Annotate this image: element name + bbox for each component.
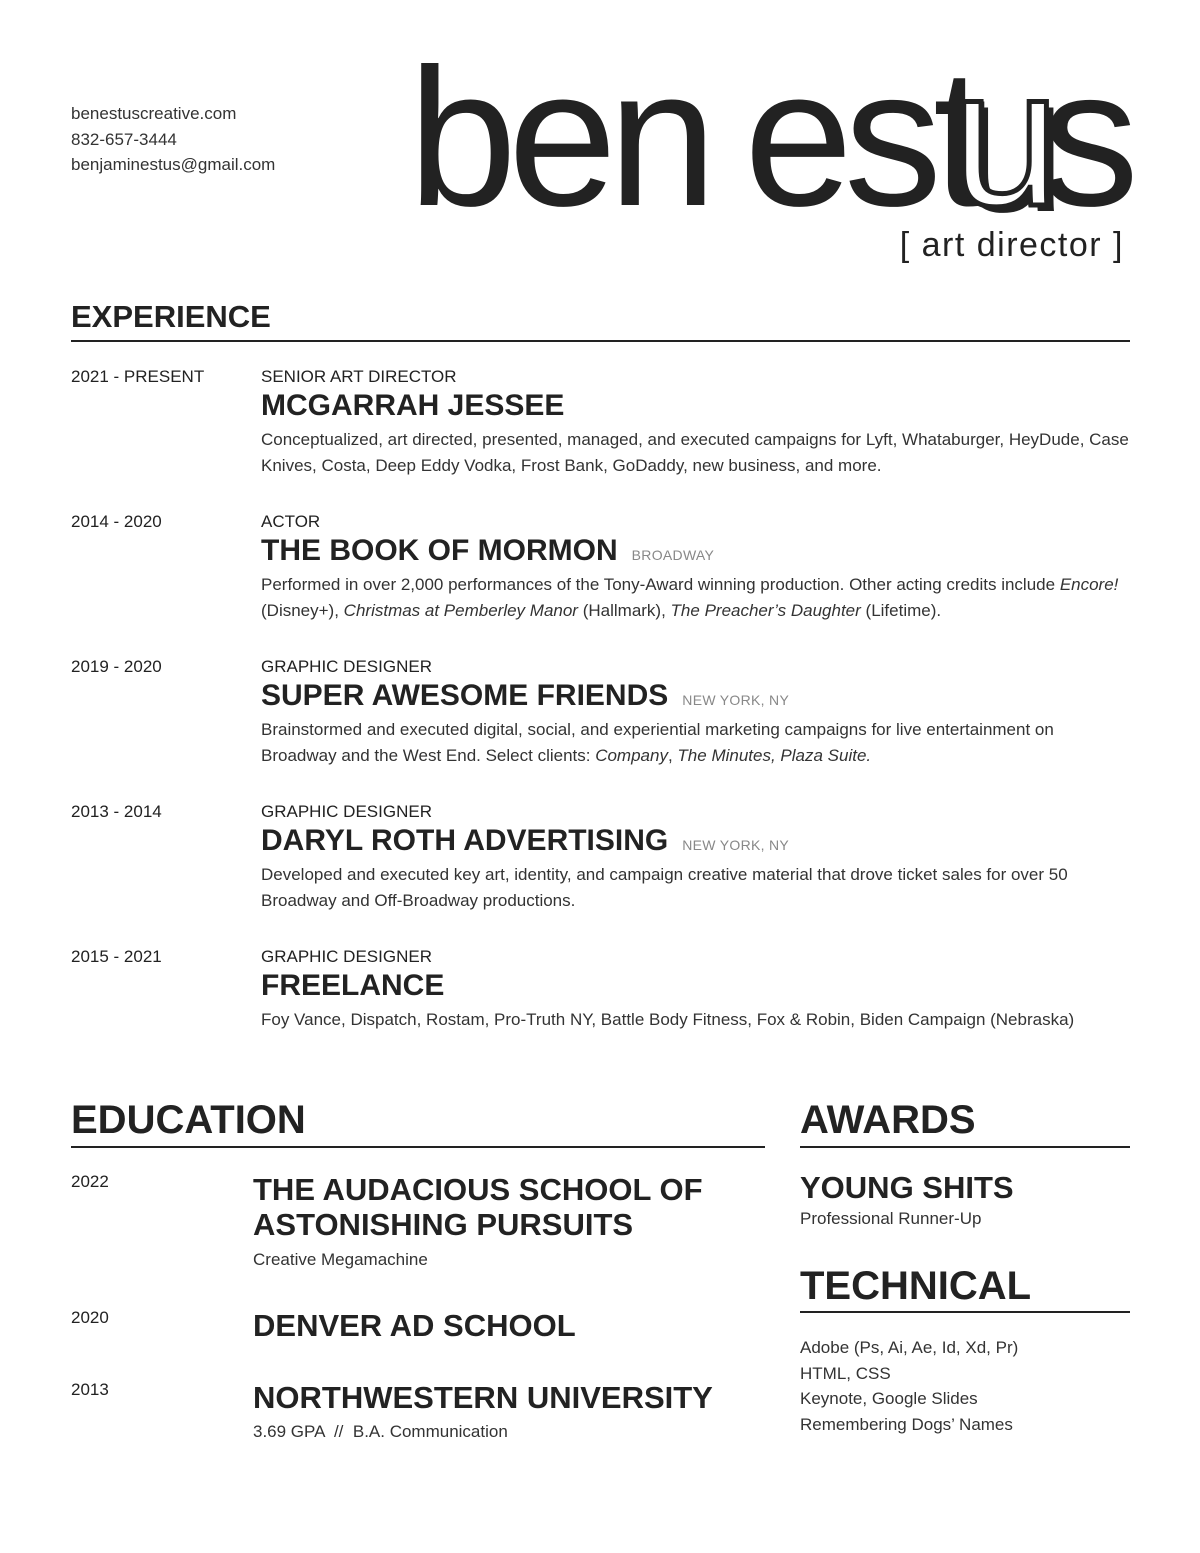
job-location: NEW YORK, NY: [682, 837, 790, 853]
contact-info: [71, 101, 275, 178]
desc-italic: Company: [595, 745, 668, 765]
technical-skills-list: [800, 1335, 1018, 1437]
website-link[interactable]: benestuscreative.com: [71, 104, 237, 123]
job-role: GRAPHIC DESIGNER: [261, 802, 432, 821]
job-location: BROADWAY: [631, 547, 715, 563]
job-description: Conceptualized, art directed, presented, managed, and executed campaigns for Lyft, Whataburger, HeyDude, Case Knives, Costa, Deep Eddy Vodka, Frost Bank, GoDaddy, new business, and more.: [261, 430, 1129, 475]
job-company: [261, 679, 789, 713]
award-note: Professional Runner-Up: [800, 1209, 982, 1228]
technical-heading: TECHNICAL: [800, 1264, 1032, 1308]
desc-text: Performed in over 2,000 performances of the Tony-Award winning production. Other acting credits include: [261, 575, 1060, 594]
desc-text: ,: [667, 745, 678, 765]
phone-number[interactable]: 832-657-3444: [71, 129, 177, 149]
desc-italic: Christmas at Pemberley Manor: [343, 600, 578, 620]
skill-item: Keynote, Google Slides: [800, 1389, 978, 1408]
skill-item: HTML, CSS: [800, 1363, 891, 1383]
job-years: 2021 - PRESENT: [71, 367, 205, 386]
job-years: 2014 - 2020: [71, 512, 162, 531]
job-years: 2013 - 2014: [71, 802, 162, 821]
job-role: GRAPHIC DESIGNER: [261, 657, 432, 676]
job-description: Developed and executed key art, identity, and campaign creative material that drove ticket sales for over 50 Broadway and Off-Broadway productions.: [261, 865, 1068, 910]
desc-italic: The Minutes, Plaza Suite.: [677, 745, 872, 765]
experience-divider: [71, 340, 1130, 342]
job-description: Foy Vance, Dispatch, Rostam, Pro-Truth NY, Battle Body Fitness, Fox & Robin, Biden Campaign (Nebraska): [261, 1010, 1075, 1029]
education-year: 2020: [71, 1308, 109, 1327]
job-company: [261, 389, 564, 423]
email-link[interactable]: benjaminestus@gmail.com: [71, 155, 276, 174]
logo-word-est: est: [744, 28, 979, 247]
school-name: THE AUDACIOUS SCHOOL OF ASTONISHING PURSUITS: [253, 1172, 703, 1242]
logo-word-ben: ben: [408, 28, 709, 247]
job-role: GRAPHIC DESIGNER: [261, 947, 432, 966]
job-company: [261, 534, 714, 568]
award-name: YOUNG SHITS: [800, 1170, 1014, 1205]
company-name: DARYL ROTH ADVERTISING: [261, 824, 669, 857]
job-role: ACTOR: [261, 512, 321, 531]
education-year: 2013: [71, 1380, 109, 1399]
company-name: THE BOOK OF MORMON: [261, 534, 618, 567]
job-description: [261, 572, 1131, 623]
job-years: 2019 - 2020: [71, 657, 162, 676]
job-title-subtitle: [ art director ]: [899, 226, 1124, 264]
awards-divider: [800, 1146, 1130, 1148]
job-description: [261, 717, 1131, 768]
company-name: SUPER AWESOME FRIENDS: [261, 679, 669, 712]
skill-item: Remembering Dogs’ Names: [800, 1414, 1013, 1434]
desc-text: Brainstormed and executed digital, social, and experiential marketing campaigns for live entertainment on Broadway and the West End. Select clients:: [261, 720, 1054, 765]
skill-item: Adobe (Ps, Ai, Ae, Id, Xd, Pr): [800, 1338, 1019, 1357]
technical-divider: [800, 1311, 1130, 1313]
education-note: 3.69 GPA // B.A. Communication: [253, 1422, 508, 1441]
awards-heading: AWARDS: [800, 1098, 976, 1142]
experience-heading: EXPERIENCE: [71, 299, 271, 334]
education-heading: EDUCATION: [71, 1098, 306, 1142]
desc-italic: The Preacher’s Daughter: [670, 600, 861, 620]
job-company: [261, 969, 444, 1003]
job-role: SENIOR ART DIRECTOR: [261, 367, 457, 386]
logo-letter-s: s: [1041, 28, 1130, 247]
company-name: FREELANCE: [261, 969, 445, 1002]
logo-outlined-u: u: [951, 28, 1052, 247]
education-note: Creative Megamachine: [253, 1250, 428, 1269]
desc-text: (Disney+),: [261, 600, 344, 620]
education-year: 2022: [71, 1172, 109, 1191]
desc-italic: Encore!: [1059, 575, 1119, 594]
job-company: [261, 824, 789, 858]
desc-text: (Lifetime).: [860, 600, 942, 620]
job-years: 2015 - 2021: [71, 947, 162, 966]
company-name: MCGARRAH JESSEE: [261, 389, 565, 422]
school-name: NORTHWESTERN UNIVERSITY: [253, 1380, 713, 1415]
education-divider: [71, 1146, 765, 1148]
school-name: DENVER AD SCHOOL: [253, 1308, 576, 1343]
desc-text: (Hallmark),: [577, 600, 671, 620]
job-location: NEW YORK, NY: [682, 692, 790, 708]
